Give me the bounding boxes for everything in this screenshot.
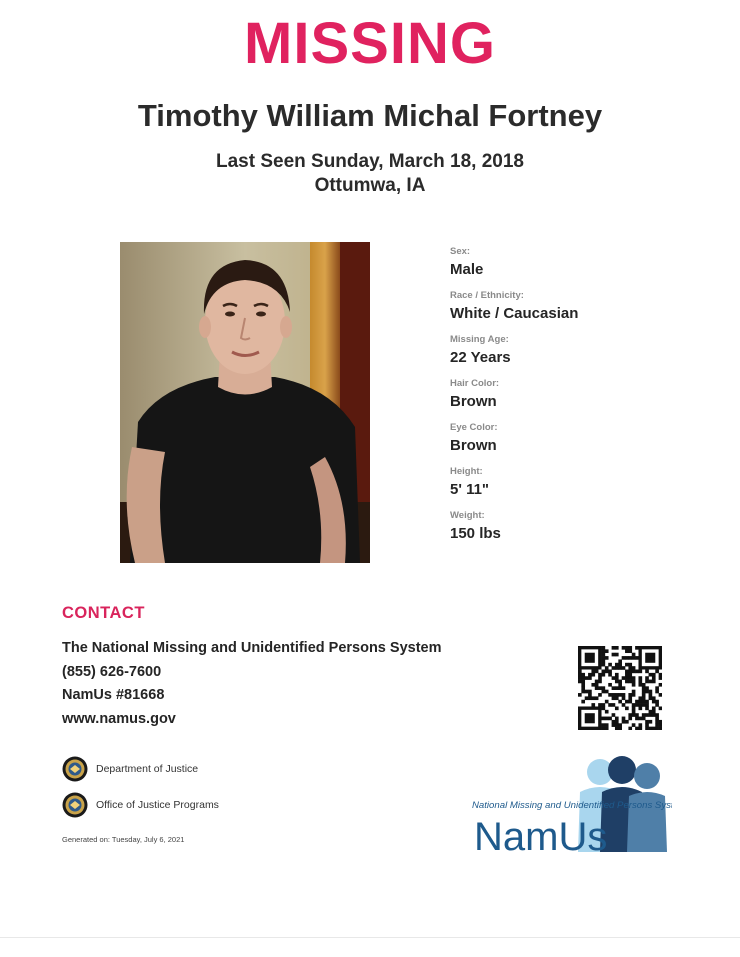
detail-race <box>450 289 700 324</box>
detail-value: 5' 11" <box>450 481 490 498</box>
detail-value: Brown <box>450 437 497 454</box>
namus-tagline: National Missing and Unidentified Persons System <box>472 800 672 811</box>
detail-value: 150 lbs <box>450 525 501 542</box>
contact-block <box>62 637 442 731</box>
details-panel <box>450 245 700 553</box>
detail-missing-age <box>450 333 700 368</box>
contact-org: The National Missing and Unidentified Persons System <box>62 640 442 656</box>
contact-website-link[interactable]: www.namus.gov <box>62 710 176 727</box>
qr-code[interactable] <box>578 646 662 730</box>
namus-logo-graphic <box>472 752 672 862</box>
person-photo-illustration <box>120 242 370 563</box>
person-name: Timothy William Michal Fortney <box>137 98 603 133</box>
missing-headline: MISSING <box>244 11 496 76</box>
detail-value: Male <box>450 261 484 278</box>
detail-label: Eye Color: <box>450 422 498 433</box>
detail-value: 22 Years <box>450 349 511 366</box>
detail-hair-color <box>450 377 700 412</box>
detail-label: Height: <box>450 466 483 477</box>
person-photo <box>120 242 370 563</box>
detail-weight <box>450 509 700 544</box>
detail-label: Missing Age: <box>450 334 509 345</box>
contact-heading: CONTACT <box>62 604 145 622</box>
last-seen-block <box>0 150 740 198</box>
namus-logo <box>472 752 672 862</box>
doj-seal-icon <box>62 756 88 782</box>
agency-label: Department of Justice <box>96 763 199 775</box>
ojp-seal-icon <box>62 792 88 818</box>
detail-label: Race / Ethnicity: <box>450 290 524 301</box>
detail-label: Sex: <box>450 246 471 257</box>
generated-date: Generated on: Tuesday, July 6, 2021 <box>62 835 185 844</box>
detail-value: Brown <box>450 393 497 410</box>
detail-value: White / Caucasian <box>450 305 579 322</box>
page-bottom-rule <box>0 937 740 938</box>
last-seen-date: Last Seen Sunday, March 18, 2018 <box>215 151 524 172</box>
qr-code-icon <box>578 646 662 730</box>
detail-sex <box>450 245 700 280</box>
contact-phone[interactable]: (855) 626-7600 <box>62 663 162 680</box>
detail-height <box>450 465 700 500</box>
agency-ojp <box>62 792 219 818</box>
agency-doj <box>62 756 198 782</box>
detail-label: Hair Color: <box>450 378 500 389</box>
detail-eye-color <box>450 421 700 456</box>
detail-label: Weight: <box>450 510 485 521</box>
contact-case-number: NamUs #81668 <box>62 687 165 703</box>
agency-label: Office of Justice Programs <box>96 799 219 811</box>
namus-wordmark: NamUs <box>474 815 608 859</box>
last-seen-location: Ottumwa, IA <box>314 175 426 196</box>
